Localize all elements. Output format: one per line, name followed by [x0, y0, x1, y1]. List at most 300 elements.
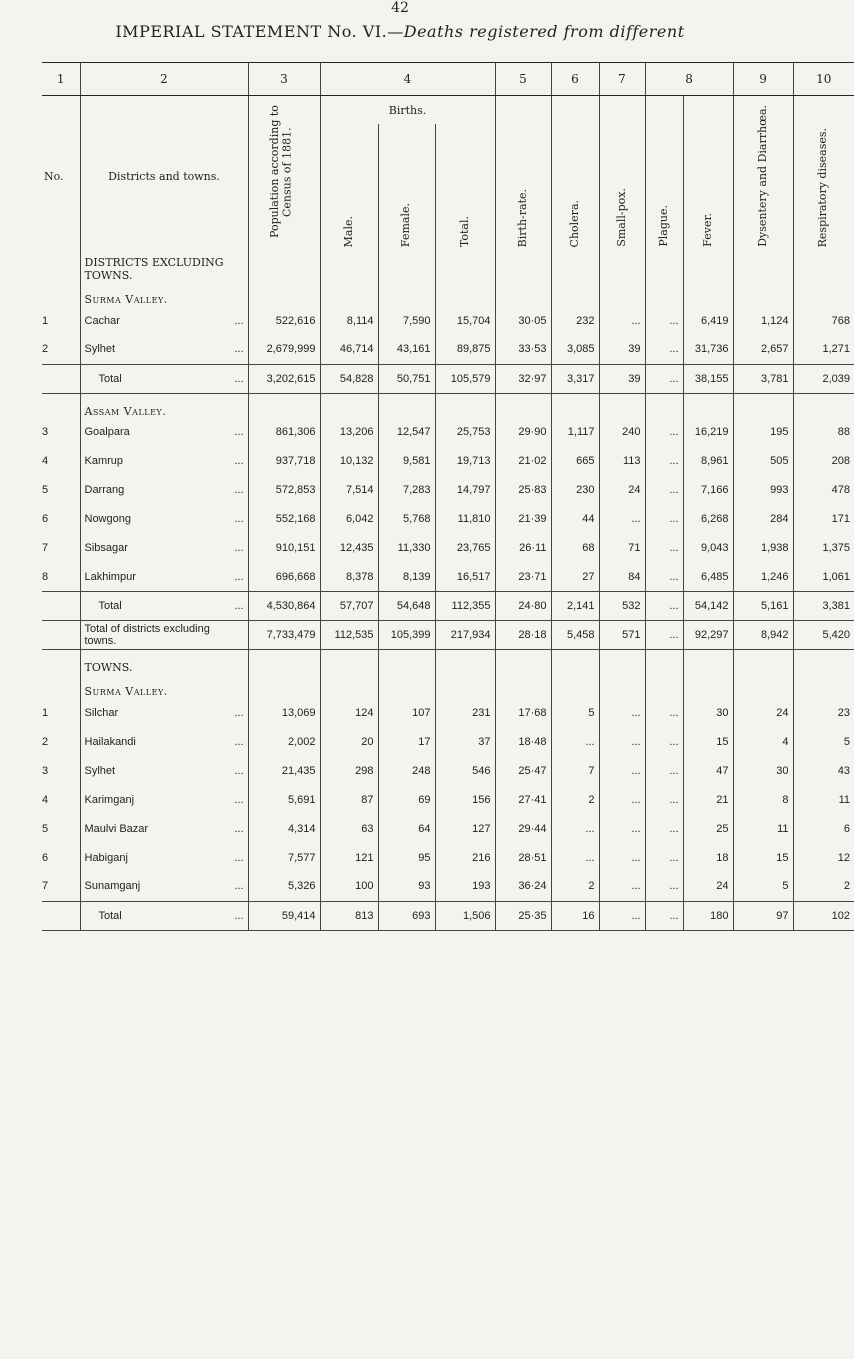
cell-resp: 171 [793, 505, 854, 534]
header-small-pox: Small-pox. [599, 96, 645, 257]
cell-rate: 18·48 [495, 727, 551, 756]
cell-rate: 32·97 [495, 364, 551, 393]
cell-pop: 4,314 [248, 814, 320, 843]
cell-rate: 26·11 [495, 534, 551, 563]
leader-dots: ... [234, 426, 244, 438]
cell-female: 69 [378, 785, 435, 814]
cell-plague: ... [645, 418, 683, 447]
table-row [42, 306, 854, 335]
cell-smallpox: 84 [599, 563, 645, 592]
cell-plague: ... [645, 335, 683, 364]
leader-dots: ... [234, 455, 244, 467]
row-district [80, 563, 248, 592]
cell-dysentery: 1,246 [733, 563, 793, 592]
district-name: Total [98, 600, 122, 612]
cell-rate: 33·53 [495, 335, 551, 364]
statement-table [42, 62, 854, 931]
cell-dysentery: 5 [733, 872, 793, 901]
cell-smallpox: 71 [599, 534, 645, 563]
cell-female: 107 [378, 698, 435, 727]
leader-dots: ... [234, 851, 244, 864]
cell-rate: 29·90 [495, 418, 551, 447]
district-name: Total [98, 909, 122, 922]
cell-total: 105,579 [435, 364, 495, 393]
cell-dysentery: 15 [733, 843, 793, 872]
cell-resp: 478 [793, 476, 854, 505]
colnum-2: 2 [80, 63, 248, 96]
cell-rate: 29·44 [495, 814, 551, 843]
colnum-8: 8 [645, 63, 733, 96]
cell-rate: 25·35 [495, 901, 551, 930]
total-row-surma [42, 364, 854, 393]
cell-cholera: ... [551, 843, 599, 872]
cell-male: 124 [320, 698, 378, 727]
table-row [42, 418, 854, 447]
cell-resp: 1,375 [793, 534, 854, 563]
leader-dots: ... [234, 764, 244, 777]
page-number: 42 [391, 0, 409, 16]
column-number-row [42, 63, 854, 96]
header-birth-rate: Birth-rate. [495, 96, 551, 257]
cell-plague: ... [645, 872, 683, 901]
cell-female: 8,139 [378, 563, 435, 592]
row-number: 7 [42, 880, 49, 893]
cell-female: 93 [378, 872, 435, 901]
cell-fever: 6,485 [683, 563, 733, 592]
cell-rate: 36·24 [495, 872, 551, 901]
cell-resp: 1,271 [793, 335, 854, 364]
cell-pop: 3,202,615 [248, 364, 320, 393]
cell-fever: 6,268 [683, 505, 733, 534]
cell-smallpox: ... [599, 872, 645, 901]
title-italic: Deaths registered from different [403, 22, 685, 41]
cell-total: 193 [435, 872, 495, 901]
cell-smallpox: ... [599, 727, 645, 756]
cell-fever: 7,166 [683, 476, 733, 505]
header-respiratory: Respiratory diseases. [793, 96, 854, 257]
cell-pop: 696,668 [248, 563, 320, 592]
table-row [42, 872, 854, 901]
district-name: Sunamganj [84, 880, 141, 893]
cell-female: 17 [378, 727, 435, 756]
cell-dysentery: 30 [733, 756, 793, 785]
leader-dots: ... [234, 706, 244, 719]
colnum-7: 7 [599, 63, 645, 96]
row-number: 1 [42, 314, 49, 327]
total-row-assam [42, 592, 854, 621]
district-name: Maulvi Bazar [84, 822, 149, 835]
cell-total: 16,517 [435, 563, 495, 592]
cell-male: 63 [320, 814, 378, 843]
cell-rate: 28·51 [495, 843, 551, 872]
total-row-towns [42, 901, 854, 930]
row-district [80, 447, 248, 476]
cell-dysentery: 1,124 [733, 306, 793, 335]
cell-male: 121 [320, 843, 378, 872]
section-assam-valley-label: Assam Valley. [80, 393, 248, 418]
cell-male: 46,714 [320, 335, 378, 364]
cell-resp: 2 [793, 872, 854, 901]
leader-dots: ... [234, 909, 244, 922]
cell-plague: ... [645, 505, 683, 534]
cell-plague: ... [645, 785, 683, 814]
total-row-districts [42, 621, 854, 650]
cell-fever: 9,043 [683, 534, 733, 563]
colnum-5: 5 [495, 63, 551, 96]
row-district [80, 814, 248, 843]
cell-cholera: 16 [551, 901, 599, 930]
cell-total: 11,810 [435, 505, 495, 534]
colnum-9: 9 [733, 63, 793, 96]
leader-dots: ... [234, 513, 244, 525]
cell-resp: 2,039 [793, 364, 854, 393]
cell-fever: 15 [683, 727, 733, 756]
cell-rate: 25·83 [495, 476, 551, 505]
cell-dysentery: 8,942 [733, 621, 793, 650]
cell-male: 87 [320, 785, 378, 814]
table-row [42, 563, 854, 592]
cell-cholera: 665 [551, 447, 599, 476]
row-number: 4 [42, 455, 49, 467]
cell-pop: 7,577 [248, 843, 320, 872]
cell-fever: 180 [683, 901, 733, 930]
header-cholera: Cholera. [551, 96, 599, 257]
cell-plague: ... [645, 534, 683, 563]
cell-pop: 5,326 [248, 872, 320, 901]
table-row [42, 843, 854, 872]
section-towns-surma-valley-label: Surma Valley. [80, 674, 248, 698]
cell-rate: 24·80 [495, 592, 551, 621]
row-district [80, 698, 248, 727]
cell-fever: 54,142 [683, 592, 733, 621]
cell-total: 1,506 [435, 901, 495, 930]
leader-dots: ... [234, 793, 244, 806]
row-district [80, 505, 248, 534]
cell-resp: 43 [793, 756, 854, 785]
cell-female: 11,330 [378, 534, 435, 563]
cell-smallpox: 571 [599, 621, 645, 650]
cell-resp: 208 [793, 447, 854, 476]
row-number: 6 [42, 851, 49, 864]
cell-cholera: 68 [551, 534, 599, 563]
cell-resp: 6 [793, 814, 854, 843]
cell-pop: 861,306 [248, 418, 320, 447]
row-number: 3 [42, 426, 49, 438]
cell-smallpox: ... [599, 785, 645, 814]
row-district [80, 785, 248, 814]
cell-fever: 8,961 [683, 447, 733, 476]
cell-total: 546 [435, 756, 495, 785]
cell-total: 15,704 [435, 306, 495, 335]
cell-cholera: 3,085 [551, 335, 599, 364]
cell-smallpox: ... [599, 756, 645, 785]
cell-cholera: 2,141 [551, 592, 599, 621]
cell-female: 12,547 [378, 418, 435, 447]
district-name: Karimganj [84, 793, 135, 806]
colnum-10: 10 [793, 63, 854, 96]
cell-cholera: 27 [551, 563, 599, 592]
colnum-6: 6 [551, 63, 599, 96]
leader-dots: ... [234, 600, 244, 612]
cell-male: 112,535 [320, 621, 378, 650]
row-district [80, 335, 248, 364]
cell-dysentery: 5,161 [733, 592, 793, 621]
cell-cholera: 7 [551, 756, 599, 785]
cell-total: 14,797 [435, 476, 495, 505]
table-row [42, 814, 854, 843]
section-districts-heading [42, 256, 854, 282]
cell-pop: 910,151 [248, 534, 320, 563]
cell-cholera: 5 [551, 698, 599, 727]
district-name: Cachar [84, 314, 120, 327]
row-district [80, 901, 248, 930]
row-number: 8 [42, 570, 49, 583]
district-name: Lakhimpur [84, 570, 136, 583]
cell-resp: 102 [793, 901, 854, 930]
section-assam-valley [42, 393, 854, 418]
cell-fever: 92,297 [683, 621, 733, 650]
cell-total: 112,355 [435, 592, 495, 621]
header-districts: Districts and towns. [80, 96, 248, 257]
cell-smallpox: 39 [599, 364, 645, 393]
cell-total: 127 [435, 814, 495, 843]
cell-plague: ... [645, 698, 683, 727]
leader-dots: ... [234, 822, 244, 835]
cell-fever: 30 [683, 698, 733, 727]
cell-cholera: 3,317 [551, 364, 599, 393]
row-number [42, 901, 80, 930]
cell-total: 89,875 [435, 335, 495, 364]
cell-male: 57,707 [320, 592, 378, 621]
cell-dysentery: 195 [733, 418, 793, 447]
colnum-4: 4 [320, 63, 495, 96]
row-number: 7 [42, 542, 49, 554]
cell-fever: 38,155 [683, 364, 733, 393]
leader-dots: ... [234, 314, 244, 327]
cell-dysentery: 3,781 [733, 364, 793, 393]
district-name: Hailakandi [84, 735, 136, 748]
cell-male: 298 [320, 756, 378, 785]
row-district [80, 843, 248, 872]
cell-plague: ... [645, 756, 683, 785]
cell-rate: 23·71 [495, 563, 551, 592]
district-name: Habiganj [84, 851, 128, 864]
row-number [42, 592, 80, 621]
district-name: Total of districts excluding towns. [84, 623, 210, 647]
cell-resp: 5,420 [793, 621, 854, 650]
cell-resp: 12 [793, 843, 854, 872]
header-no: No. [44, 169, 64, 183]
row-district [80, 306, 248, 335]
cell-dysentery: 993 [733, 476, 793, 505]
leader-dots: ... [234, 570, 244, 583]
section-surma-valley [42, 282, 854, 306]
cell-plague: ... [645, 306, 683, 335]
cell-female: 105,399 [378, 621, 435, 650]
cell-rate: 25·47 [495, 756, 551, 785]
cell-rate: 30·05 [495, 306, 551, 335]
cell-male: 813 [320, 901, 378, 930]
header-male: Male. [320, 124, 378, 256]
cell-plague: ... [645, 447, 683, 476]
table-body [42, 256, 854, 930]
cell-female: 64 [378, 814, 435, 843]
cell-male: 8,114 [320, 306, 378, 335]
cell-female: 5,768 [378, 505, 435, 534]
district-name: Nowgong [84, 513, 131, 525]
cell-rate: 17·68 [495, 698, 551, 727]
cell-pop: 5,691 [248, 785, 320, 814]
row-number: 6 [42, 513, 49, 525]
leader-dots: ... [234, 372, 244, 385]
header-plague: Plague. [645, 96, 683, 257]
cell-pop: 59,414 [248, 901, 320, 930]
cell-cholera: 44 [551, 505, 599, 534]
cell-total: 216 [435, 843, 495, 872]
cell-fever: 47 [683, 756, 733, 785]
cell-plague: ... [645, 621, 683, 650]
row-number: 3 [42, 764, 49, 777]
header-dysentery: Dysentery and Diarrhœa. [733, 96, 793, 257]
row-number: 5 [42, 484, 49, 496]
table-row [42, 505, 854, 534]
table-row [42, 447, 854, 476]
colnum-3: 3 [248, 63, 320, 96]
cell-dysentery: 284 [733, 505, 793, 534]
leader-dots: ... [234, 880, 244, 893]
cell-resp: 88 [793, 418, 854, 447]
title-main: IMPERIAL STATEMENT No. VI.— [115, 22, 404, 41]
table-row [42, 534, 854, 563]
row-district [80, 418, 248, 447]
cell-smallpox: ... [599, 901, 645, 930]
cell-smallpox: ... [599, 814, 645, 843]
leader-dots: ... [234, 735, 244, 748]
cell-female: 248 [378, 756, 435, 785]
cell-dysentery: 24 [733, 698, 793, 727]
table-row [42, 727, 854, 756]
cell-total: 231 [435, 698, 495, 727]
cell-smallpox: ... [599, 698, 645, 727]
row-district [80, 727, 248, 756]
cell-plague: ... [645, 563, 683, 592]
cell-male: 10,132 [320, 447, 378, 476]
cell-cholera: 2 [551, 785, 599, 814]
header-female: Female. [378, 124, 435, 256]
cell-pop: 2,002 [248, 727, 320, 756]
cell-resp: 1,061 [793, 563, 854, 592]
row-district [80, 592, 248, 621]
cell-total: 217,934 [435, 621, 495, 650]
cell-pop: 7,733,479 [248, 621, 320, 650]
cell-rate: 21·02 [495, 447, 551, 476]
district-name: Sylhet [84, 764, 116, 777]
cell-plague: ... [645, 843, 683, 872]
cell-pop: 2,679,999 [248, 335, 320, 364]
cell-total: 37 [435, 727, 495, 756]
cell-dysentery: 2,657 [733, 335, 793, 364]
cell-smallpox: 532 [599, 592, 645, 621]
cell-resp: 5 [793, 727, 854, 756]
section-towns-heading [42, 650, 854, 675]
cell-smallpox: 113 [599, 447, 645, 476]
leader-dots: ... [234, 484, 244, 496]
cell-male: 6,042 [320, 505, 378, 534]
cell-male: 8,378 [320, 563, 378, 592]
row-number: 2 [42, 343, 49, 356]
table-row [42, 335, 854, 364]
cell-total: 23,765 [435, 534, 495, 563]
cell-pop: 552,168 [248, 505, 320, 534]
cell-smallpox: 39 [599, 335, 645, 364]
row-number: 2 [42, 735, 49, 748]
cell-cholera: 5,458 [551, 621, 599, 650]
cell-plague: ... [645, 592, 683, 621]
cell-female: 7,590 [378, 306, 435, 335]
cell-female: 50,751 [378, 364, 435, 393]
cell-dysentery: 1,938 [733, 534, 793, 563]
header-population: Population according to Census of 1881. [248, 96, 320, 257]
cell-pop: 4,530,864 [248, 592, 320, 621]
cell-dysentery: 505 [733, 447, 793, 476]
cell-plague: ... [645, 814, 683, 843]
cell-male: 13,206 [320, 418, 378, 447]
cell-resp: 768 [793, 306, 854, 335]
section-districts-heading-label: DISTRICTS EXCLUDING TOWNS. [80, 256, 248, 282]
district-name: Sibsagar [84, 542, 128, 554]
cell-dysentery: 8 [733, 785, 793, 814]
cell-pop: 522,616 [248, 306, 320, 335]
cell-dysentery: 97 [733, 901, 793, 930]
cell-plague: ... [645, 364, 683, 393]
district-name: Kamrup [84, 455, 124, 467]
row-district [80, 756, 248, 785]
cell-rate: 28·18 [495, 621, 551, 650]
cell-plague: ... [645, 476, 683, 505]
cell-cholera: 1,117 [551, 418, 599, 447]
cell-rate: 27·41 [495, 785, 551, 814]
cell-smallpox: 240 [599, 418, 645, 447]
cell-plague: ... [645, 901, 683, 930]
cell-male: 7,514 [320, 476, 378, 505]
row-district [80, 476, 248, 505]
cell-rate: 21·39 [495, 505, 551, 534]
section-towns-surma-valley [42, 674, 854, 698]
header-total: Total. [435, 124, 495, 256]
section-towns-heading-label: TOWNS. [80, 650, 248, 675]
section-surma-valley-label: Surma Valley. [80, 282, 248, 306]
cell-smallpox: ... [599, 843, 645, 872]
cell-female: 9,581 [378, 447, 435, 476]
cell-fever: 24 [683, 872, 733, 901]
cell-smallpox: ... [599, 505, 645, 534]
cell-pop: 21,435 [248, 756, 320, 785]
cell-female: 43,161 [378, 335, 435, 364]
cell-female: 7,283 [378, 476, 435, 505]
cell-resp: 23 [793, 698, 854, 727]
cell-fever: 6,419 [683, 306, 733, 335]
row-district [80, 364, 248, 393]
cell-fever: 16,219 [683, 418, 733, 447]
header-births: Births. [320, 96, 495, 125]
cell-cholera: ... [551, 727, 599, 756]
cell-pop: 13,069 [248, 698, 320, 727]
table-row [42, 698, 854, 727]
cell-male: 100 [320, 872, 378, 901]
cell-fever: 25 [683, 814, 733, 843]
district-name: Darrang [84, 484, 125, 496]
row-district [80, 621, 248, 650]
